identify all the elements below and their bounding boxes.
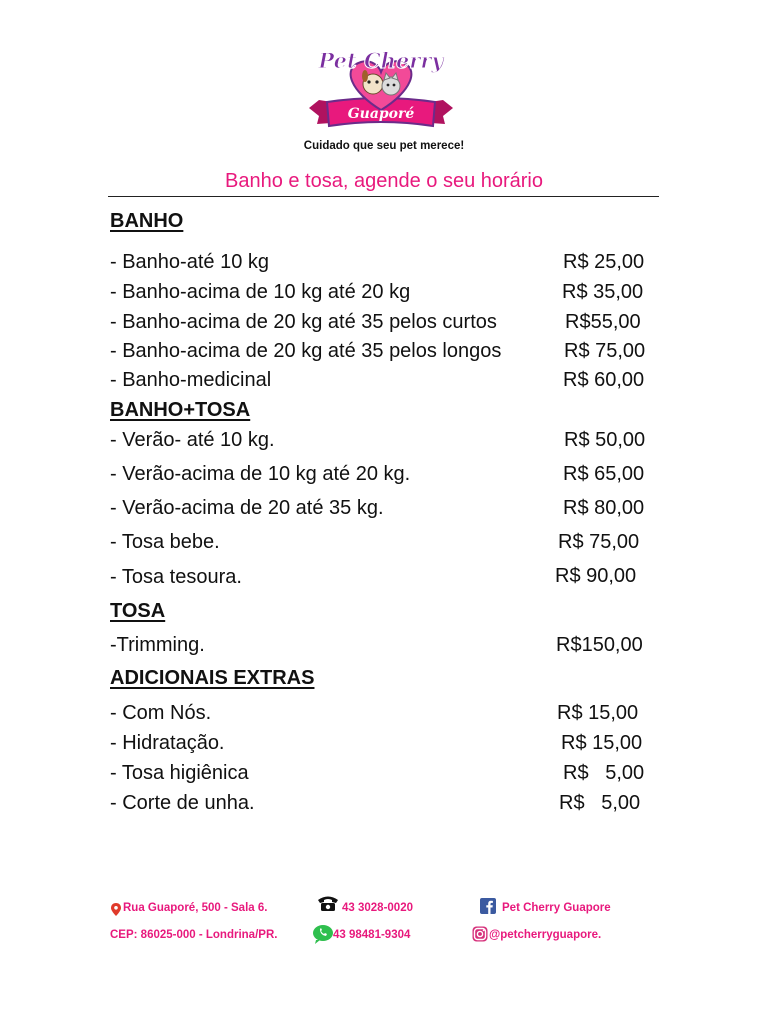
list-item-price: R$ 15,00 — [561, 732, 643, 754]
instagram-icon — [472, 926, 488, 947]
logo-title: Pet Cherry — [318, 48, 444, 73]
footer-instagram: @petcherryguapore. — [489, 929, 602, 941]
list-item-price: R$150,00 — [556, 634, 643, 656]
list-item-label: - Tosa tesoura. — [110, 566, 242, 588]
list-item-price: R$ 60,00 — [563, 369, 645, 391]
list-item-label: - Com Nós. — [110, 702, 212, 724]
list-item-price: R$ 35,00 — [562, 281, 644, 303]
list-item-label: - Tosa bebe. — [110, 531, 220, 553]
list-item-price: R$ 25,00 — [563, 251, 645, 273]
section-title-banho: BANHO — [110, 210, 184, 232]
list-item-price: R$ 90,00 — [555, 565, 637, 587]
logo-subtitle: Guaporé — [347, 106, 415, 122]
list-item-price: R$55,00 — [565, 311, 641, 333]
list-item-price: R$ 15,00 — [557, 702, 639, 724]
tagline: Cuidado que seu pet merece! — [303, 140, 465, 152]
list-item-label: - Verão-acima de 10 kg até 20 kg. — [110, 463, 411, 485]
list-item-label: - Corte de unha. — [110, 792, 255, 814]
footer-address: Rua Guaporé, 500 - Sala 6. — [123, 902, 268, 914]
footer-facebook: Pet Cherry Guapore — [502, 902, 611, 914]
list-item-price: R$ 65,00 — [563, 463, 645, 485]
list-item-label: - Tosa higiênica — [110, 762, 249, 784]
list-item-label: - Verão- até 10 kg. — [110, 429, 275, 451]
footer-phone: 43 3028-0020 — [342, 902, 413, 914]
list-item-price: R$ 80,00 — [563, 497, 645, 519]
map-pin-icon — [111, 903, 121, 921]
pet-cherry-logo — [305, 42, 457, 134]
list-item-price: R$ 50,00 — [564, 429, 646, 451]
list-item-price: R$ 5,00 — [559, 792, 641, 814]
facebook-icon — [480, 898, 496, 919]
section-title-extras: ADICIONAIS EXTRAS — [110, 667, 315, 689]
list-item-label: - Verão-acima de 20 até 35 kg. — [110, 497, 384, 519]
list-item-label: - Banho-acima de 20 kg até 35 pelos longos — [110, 340, 502, 362]
section-title-tosa: TOSA — [110, 600, 166, 622]
list-item-label: - Banho-acima de 20 kg até 35 pelos curtos — [110, 311, 497, 333]
list-item-label: - Banho-acima de 10 kg até 20 kg — [110, 281, 411, 303]
footer-cep: CEP: 86025-000 - Londrina/PR. — [110, 929, 278, 941]
list-item-price: R$ 75,00 — [558, 531, 640, 553]
whatsapp-icon — [312, 924, 334, 949]
list-item-price: R$ 75,00 — [564, 340, 646, 362]
section-title-banho-tosa: BANHO+TOSA — [110, 399, 251, 421]
telephone-icon — [317, 894, 339, 917]
divider — [108, 196, 659, 197]
list-item-label: - Hidratação. — [110, 732, 225, 754]
list-item-label: -Trimming. — [110, 634, 205, 656]
list-item-label: - Banho-medicinal — [110, 369, 272, 391]
list-item-label: - Banho-até 10 kg — [110, 251, 269, 273]
list-item-price: R$ 5,00 — [563, 762, 645, 784]
page-headline: Banho e tosa, agende o seu horário — [224, 170, 544, 192]
footer-whatsapp: 43 98481-9304 — [333, 929, 411, 941]
